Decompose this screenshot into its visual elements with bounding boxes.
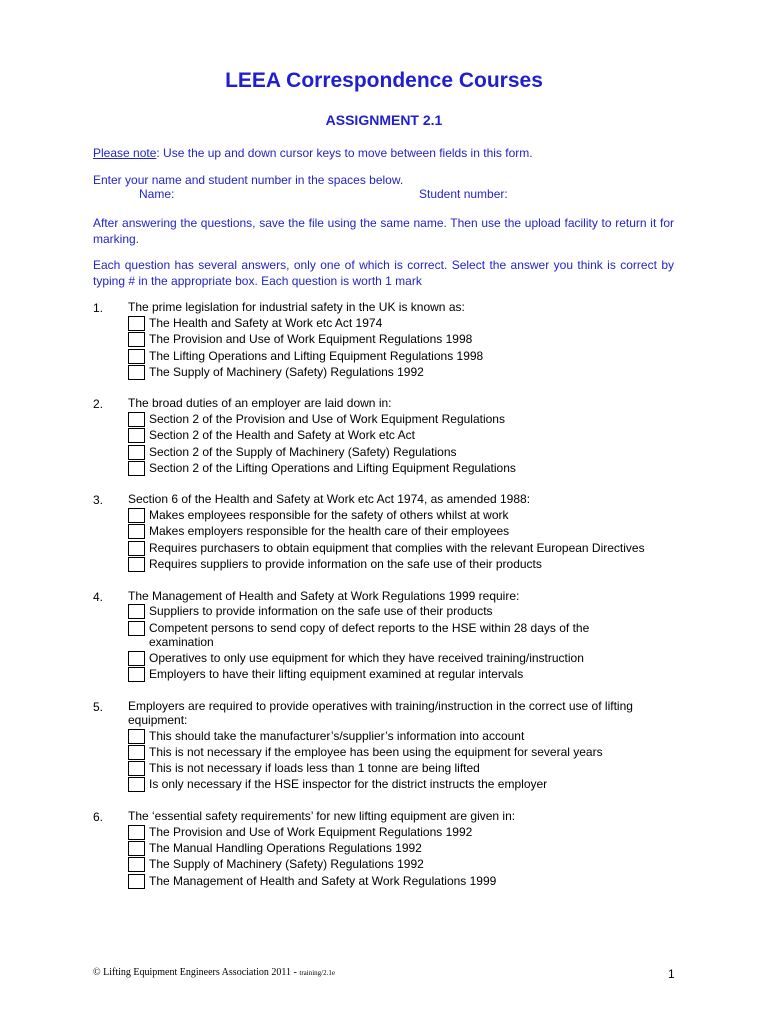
option-label: The Manual Handling Operations Regulations 1992 [149, 841, 422, 855]
copyright-text: © Lifting Equipment Engineers Association 2011 - [93, 967, 297, 978]
note-text: : Use the up and down cursor keys to move between fields in this form. [156, 146, 533, 160]
option-label: Makes employees responsible for the safety of others whilst at work [149, 508, 509, 522]
option-label: Section 2 of the Lifting Operations and Lifting Equipment Regulations [149, 461, 516, 475]
option-label: Employers to have their lifting equipment examined at regular intervals [149, 667, 524, 681]
answer-checkbox[interactable] [128, 412, 145, 427]
question-text: Employers are required to provide operatives with training/instruction in the correct use of lifting equipment: [128, 699, 633, 727]
option-label: Section 2 of the Health and Safety at Work etc Act [149, 428, 415, 442]
answer-checkbox[interactable] [128, 857, 145, 872]
note-paragraph [93, 146, 674, 162]
option-label: The Management of Health and Safety at Work Regulations 1999 [149, 874, 497, 888]
option-label: Requires purchasers to obtain equipment that complies with the relevant European Directives [149, 541, 645, 555]
question-number: 5. [93, 700, 104, 714]
assignment-heading: ASSIGNMENT 2.1 [325, 112, 443, 128]
answer-checkbox[interactable] [128, 508, 145, 523]
option-label: Competent persons to send copy of defect reports to the HSE within 28 days of the examination [149, 621, 590, 649]
question-text: The Management of Health and Safety at Work Regulations 1999 require: [128, 589, 520, 603]
option-label: The Provision and Use of Work Equipment Regulations 1992 [149, 825, 473, 839]
answer-checkbox[interactable] [128, 349, 145, 364]
option-label: Section 2 of the Provision and Use of Work Equipment Regulations [149, 412, 505, 426]
answer-checkbox[interactable] [128, 332, 145, 347]
option-label: This should take the manufacturer’s/supplier’s information into account [149, 729, 525, 743]
answer-checkbox[interactable] [128, 604, 145, 619]
answer-checkbox[interactable] [128, 825, 145, 840]
name-field[interactable]: Name: [139, 187, 175, 201]
question-text: The broad duties of an employer are laid down in: [128, 396, 392, 410]
page-number: 1 [668, 967, 675, 981]
option-label: Requires suppliers to provide information on the safe use of their products [149, 557, 542, 571]
answer-checkbox[interactable] [128, 557, 145, 572]
answer-checkbox[interactable] [128, 667, 145, 682]
page-title: LEEA Correspondence Courses [225, 69, 543, 92]
question-number: 1. [93, 301, 104, 315]
option-label: The Lifting Operations and Lifting Equipment Regulations 1998 [149, 349, 484, 363]
answer-checkbox[interactable] [128, 541, 145, 556]
option-label: The Supply of Machinery (Safety) Regulations 1992 [149, 857, 424, 871]
option-label: Is only necessary if the HSE inspector for the district instructs the employer [149, 777, 548, 791]
answer-checkbox[interactable] [128, 761, 145, 776]
option-label: The Supply of Machinery (Safety) Regulations 1992 [149, 365, 424, 379]
answer-checkbox[interactable] [128, 316, 145, 331]
option-label: The Health and Safety at Work etc Act 1974 [149, 316, 383, 330]
option-label: Makes employers responsible for the health care of their employees [149, 524, 510, 538]
answer-checkbox[interactable] [128, 428, 145, 443]
question-text: Section 6 of the Health and Safety at Work etc Act 1974, as amended 1988: [128, 492, 531, 506]
answer-checkbox[interactable] [128, 777, 145, 792]
answer-checkbox[interactable] [128, 745, 145, 760]
option-label: This is not necessary if loads less than 1 tonne are being lifted [149, 761, 480, 775]
footer-copyright [93, 967, 335, 978]
enter-instruction: Enter your name and student number in the spaces below. [93, 173, 404, 187]
save-instruction: After answering the questions, save the file using the same name. Then use the upload facility to return it for marking. [93, 216, 674, 246]
answer-checkbox[interactable] [128, 445, 145, 460]
answer-checkbox[interactable] [128, 365, 145, 380]
option-label: Operatives to only use equipment for which they have received training/instruction [149, 651, 584, 665]
question-number: 6. [93, 810, 104, 824]
option-label: Section 2 of the Supply of Machinery (Safety) Regulations [149, 445, 457, 459]
answer-checkbox[interactable] [128, 621, 145, 636]
option-label: This is not necessary if the employee has been using the equipment for several years [149, 745, 603, 759]
question-text: The prime legislation for industrial safety in the UK is known as: [128, 300, 465, 314]
answer-checkbox[interactable] [128, 524, 145, 539]
option-label: Suppliers to provide information on the safe use of their products [149, 604, 493, 618]
question-number: 2. [93, 397, 104, 411]
answer-checkbox[interactable] [128, 461, 145, 476]
answer-checkbox[interactable] [128, 874, 145, 889]
question-text: The ‘essential safety requirements’ for new lifting equipment are given in: [128, 809, 516, 823]
answer-checkbox[interactable] [128, 729, 145, 744]
question-number: 4. [93, 590, 104, 604]
student-number-field[interactable]: Student number: [419, 187, 508, 201]
answer-checkbox[interactable] [128, 841, 145, 856]
note-label: Please note [93, 146, 157, 160]
question-number: 3. [93, 493, 104, 507]
option-label: The Provision and Use of Work Equipment Regulations 1998 [149, 332, 473, 346]
file-reference: training/2.1e [299, 969, 335, 977]
answer-checkbox[interactable] [128, 651, 145, 666]
answer-instruction: Each question has several answers, only one of which is correct. Select the answer you think is correct by typing # in the appropriate box. Each question is worth 1 mark [93, 258, 674, 288]
